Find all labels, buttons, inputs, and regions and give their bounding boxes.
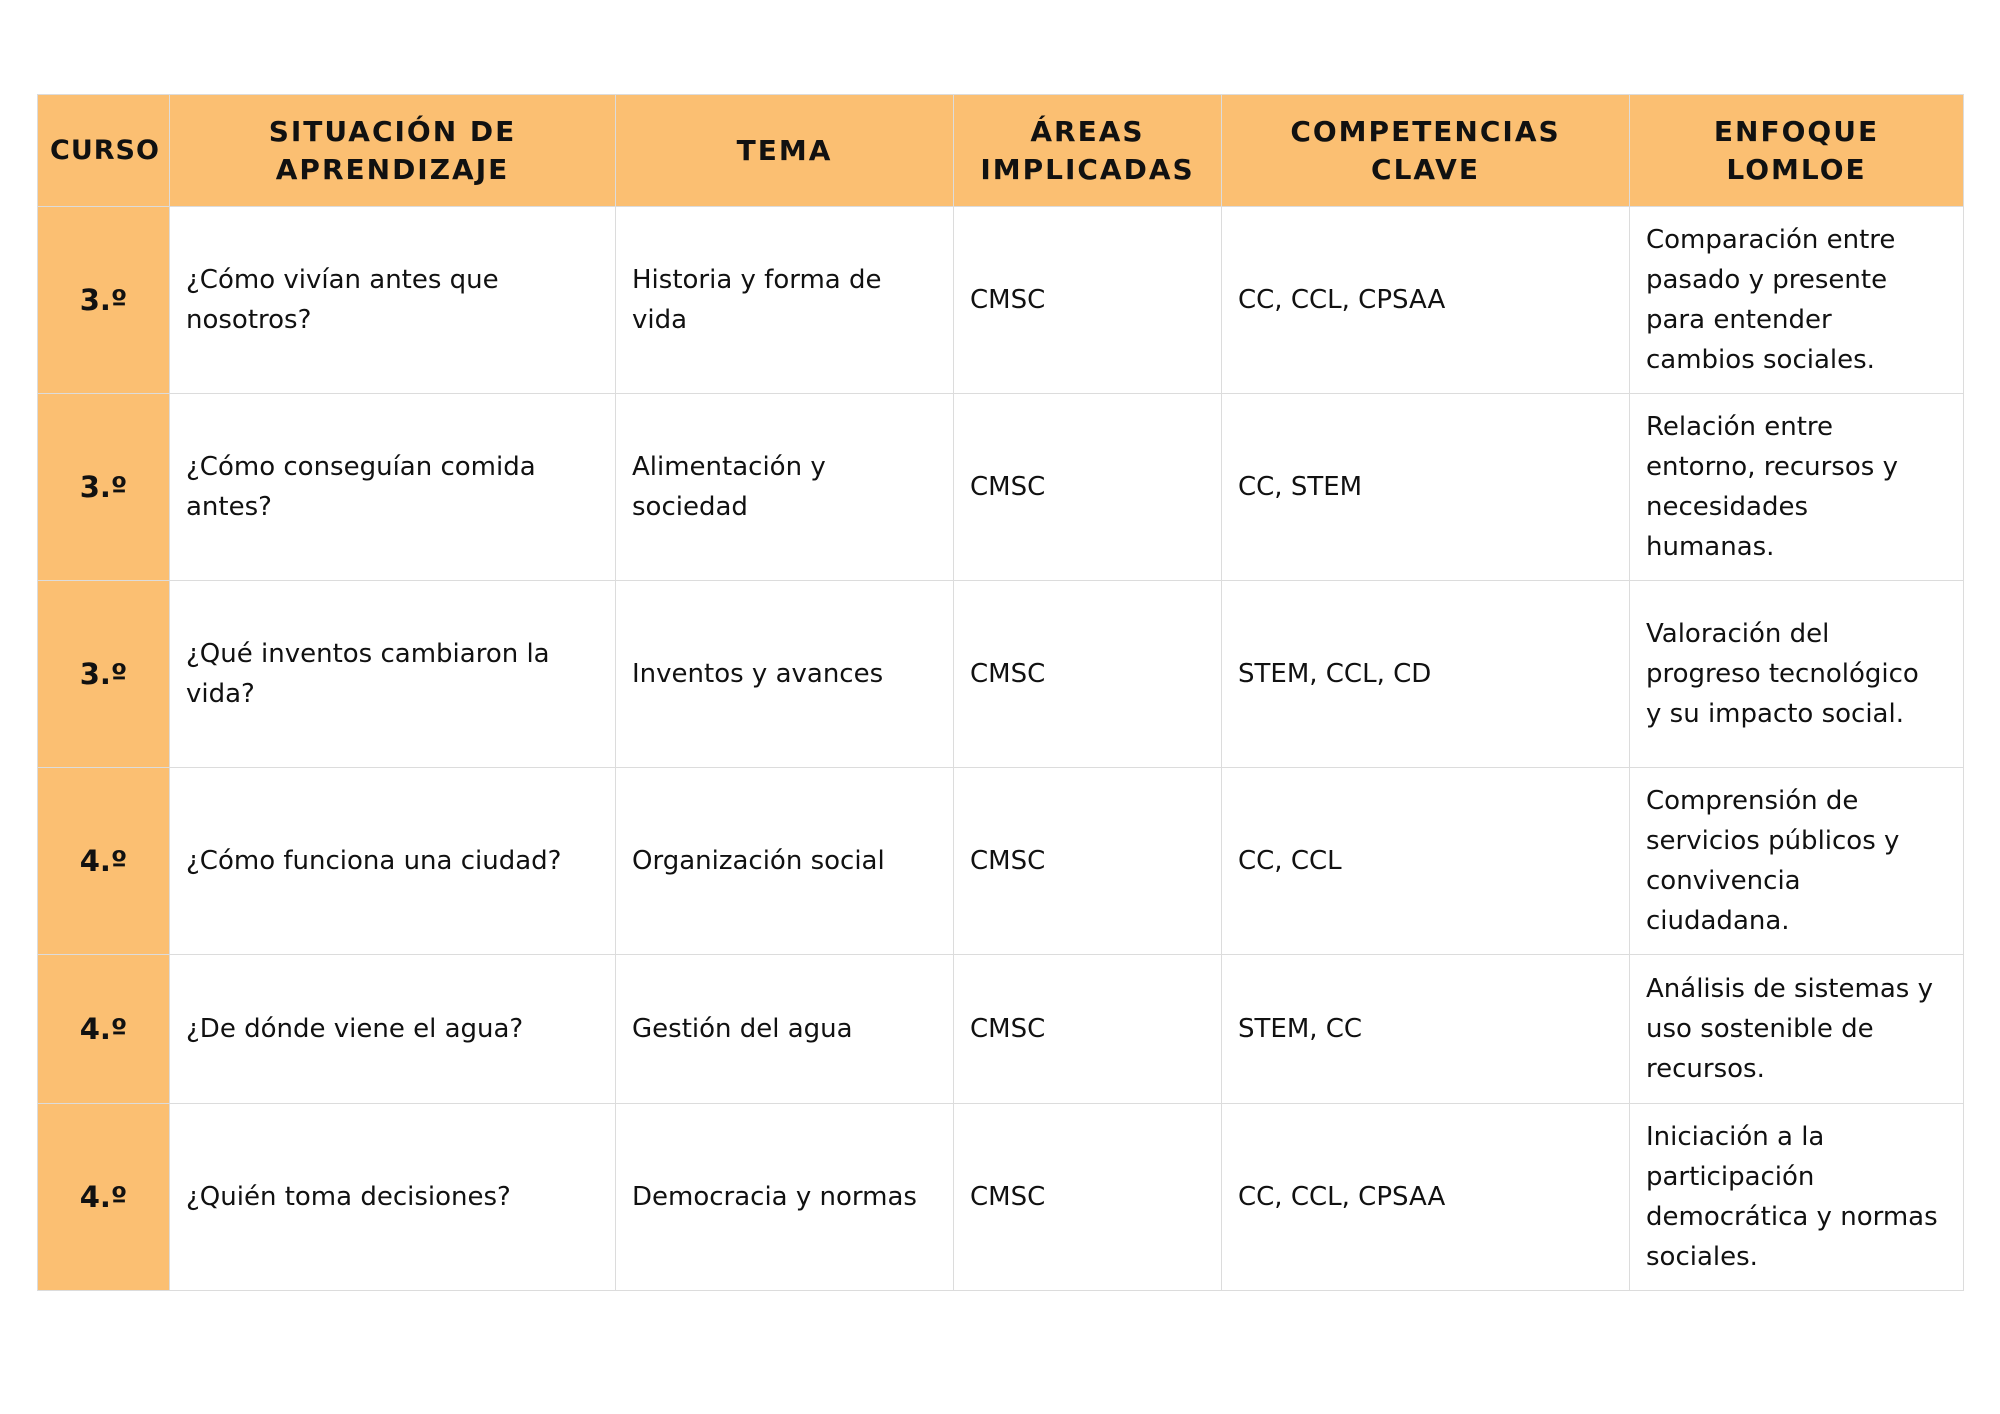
cell-enfoque: Comparación entre pasado y presente para entender cambios sociales. <box>1630 207 1964 394</box>
learning-situations-table <box>37 94 1964 1291</box>
cell-tema: Inventos y avances <box>616 581 954 768</box>
table-row <box>38 394 1964 581</box>
cell-competencias: CC, STEM <box>1222 394 1630 581</box>
cell-situacion: ¿Quién toma decisiones? <box>170 1104 616 1291</box>
header-areas: ÁREAS IMPLICADAS <box>954 95 1222 207</box>
cell-enfoque: Valoración del progreso tecnológico y su impacto social. <box>1630 581 1964 768</box>
table-row <box>38 1104 1964 1291</box>
cell-tema: Democracia y normas <box>616 1104 954 1291</box>
cell-competencias: CC, CCL, CPSAA <box>1222 207 1630 394</box>
cell-areas: CMSC <box>954 394 1222 581</box>
cell-situacion: ¿De dónde viene el agua? <box>170 955 616 1104</box>
table-row <box>38 768 1964 955</box>
table-header <box>38 95 1964 207</box>
cell-enfoque: Relación entre entorno, recursos y necesidades humanas. <box>1630 394 1964 581</box>
cell-situacion: ¿Cómo conseguían comida antes? <box>170 394 616 581</box>
cell-curso: 4.º <box>38 768 170 955</box>
cell-situacion: ¿Cómo vivían antes que nosotros? <box>170 207 616 394</box>
cell-areas: CMSC <box>954 207 1222 394</box>
cell-enfoque: Comprensión de servicios públicos y convivencia ciudadana. <box>1630 768 1964 955</box>
cell-curso: 3.º <box>38 581 170 768</box>
table-row <box>38 581 1964 768</box>
header-tema: TEMA <box>616 95 954 207</box>
header-curso: CURSO <box>38 95 170 207</box>
learning-situations-sheet <box>37 94 1963 1291</box>
header-enfoque: ENFOQUE LOMLOE <box>1630 95 1964 207</box>
cell-curso: 4.º <box>38 1104 170 1291</box>
cell-competencias: CC, CCL, CPSAA <box>1222 1104 1630 1291</box>
cell-situacion: ¿Qué inventos cambiaron la vida? <box>170 581 616 768</box>
header-competencias: COMPETENCIAS CLAVE <box>1222 95 1630 207</box>
cell-areas: CMSC <box>954 955 1222 1104</box>
cell-curso: 3.º <box>38 394 170 581</box>
cell-areas: CMSC <box>954 581 1222 768</box>
cell-competencias: CC, CCL <box>1222 768 1630 955</box>
cell-tema: Alimentación y sociedad <box>616 394 954 581</box>
header-situacion: SITUACIÓN DE APRENDIZAJE <box>170 95 616 207</box>
cell-tema: Gestión del agua <box>616 955 954 1104</box>
cell-curso: 4.º <box>38 955 170 1104</box>
cell-enfoque: Iniciación a la participación democrática y normas sociales. <box>1630 1104 1964 1291</box>
table-row <box>38 955 1964 1104</box>
table-row <box>38 207 1964 394</box>
cell-curso: 3.º <box>38 207 170 394</box>
cell-competencias: STEM, CCL, CD <box>1222 581 1630 768</box>
cell-situacion: ¿Cómo funciona una ciudad? <box>170 768 616 955</box>
header-row <box>38 95 1964 207</box>
table-body <box>38 207 1964 1291</box>
cell-competencias: STEM, CC <box>1222 955 1630 1104</box>
cell-tema: Historia y forma de vida <box>616 207 954 394</box>
cell-areas: CMSC <box>954 768 1222 955</box>
cell-areas: CMSC <box>954 1104 1222 1291</box>
cell-enfoque: Análisis de sistemas y uso sostenible de recursos. <box>1630 955 1964 1104</box>
cell-tema: Organización social <box>616 768 954 955</box>
